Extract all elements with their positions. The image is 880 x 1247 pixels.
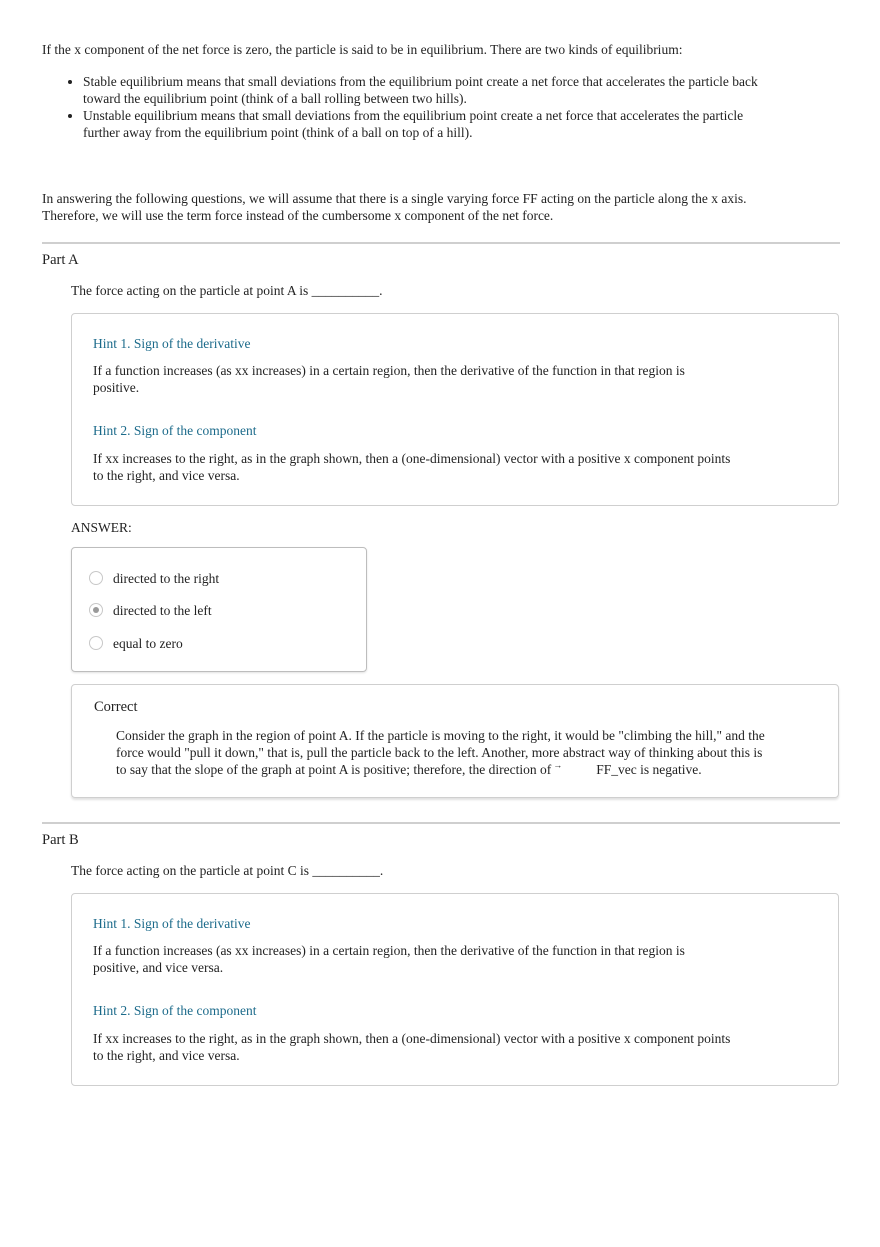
feedback-text: [116, 727, 776, 780]
feedback-box: [71, 684, 839, 798]
part-a-hint-1-title[interactable]: Hint 1. Sign of the derivative: [93, 336, 251, 351]
radio-button-selected[interactable]: [89, 603, 103, 617]
part-a-question: The force acting on the particle at point A is __________.: [71, 283, 383, 298]
intro-paragraph: If the x component of the net force is zero, the particle is said to be in equilibrium. There are two kinds of equilibrium:: [42, 42, 683, 57]
option-label: directed to the left: [113, 603, 212, 618]
radio-button[interactable]: [89, 571, 103, 585]
part-b-hint-1-text: If a function increases (as xx increases) in a certain region, then the derivative of the function in that region is positive, and vice versa.: [93, 943, 685, 975]
list-item: • Unstable equilibrium means that small deviations from the equilibrium point create a net force that accelerates the particle further away from the equilibrium point (think of a ball on top of a hill).: [83, 107, 783, 141]
part-b-question: The force acting on the particle at point C is __________.: [71, 863, 384, 878]
part-b-hints-box: [71, 893, 839, 1086]
feedback-title: Correct: [94, 699, 138, 715]
feedback-text-end: FF_vec is negative.: [596, 762, 702, 777]
part-a-hint-1-text: If a function increases (as xx increases) in a certain region, then the derivative of the function in that region is positive.: [93, 363, 685, 395]
answer-options-box: [71, 547, 367, 672]
part-b-hint-2-title[interactable]: Hint 2. Sign of the component: [93, 1003, 257, 1018]
option-label: equal to zero: [113, 636, 183, 651]
list-item: • Stable equilibrium means that small deviations from the equilibrium point create a net force that accelerates the particle back toward the equilibrium point (think of a ball rolling between two hills).: [83, 73, 783, 107]
part-a-hints-box: [71, 313, 839, 506]
part-a-hint-2-title[interactable]: Hint 2. Sign of the component: [93, 423, 257, 438]
part-a-hint-2-text: If xx increases to the right, as in the graph shown, then a (one-dimensional) vector with a positive x component points to the right, and vice versa.: [93, 451, 731, 483]
section-divider: [42, 822, 840, 824]
radio-button[interactable]: [89, 636, 103, 650]
part-b-title: Part B: [42, 832, 79, 848]
part-b-hint-1-title[interactable]: Hint 1. Sign of the derivative: [93, 916, 251, 931]
part-b-hint-2-text: If xx increases to the right, as in the graph shown, then a (one-dimensional) vector with a positive x component points to the right, and vice versa.: [93, 1031, 731, 1063]
feedback-text-main: Consider the graph in the region of point A. If the particle is moving to the right, it would be "climbing the hill," and the force would "pull it down," that is, pull the particle back to the left. Another, more abstract way of thinking about this is to say that the slope of the graph at point A is positive; therefore, the direction of: [116, 728, 765, 777]
part-a-title: Part A: [42, 252, 79, 268]
vector-arrow: →: [553, 760, 563, 770]
option-label: directed to the right: [113, 571, 220, 586]
section-divider: [42, 242, 840, 244]
equilibrium-list: [42, 73, 783, 141]
assumption-paragraph: In answering the following questions, we will assume that there is a single varying force FF acting on the particle along the x axis. Therefore, we will use the term force instead of the cumbersome x component of the net force.: [42, 191, 747, 223]
answer-label: ANSWER:: [71, 520, 132, 535]
